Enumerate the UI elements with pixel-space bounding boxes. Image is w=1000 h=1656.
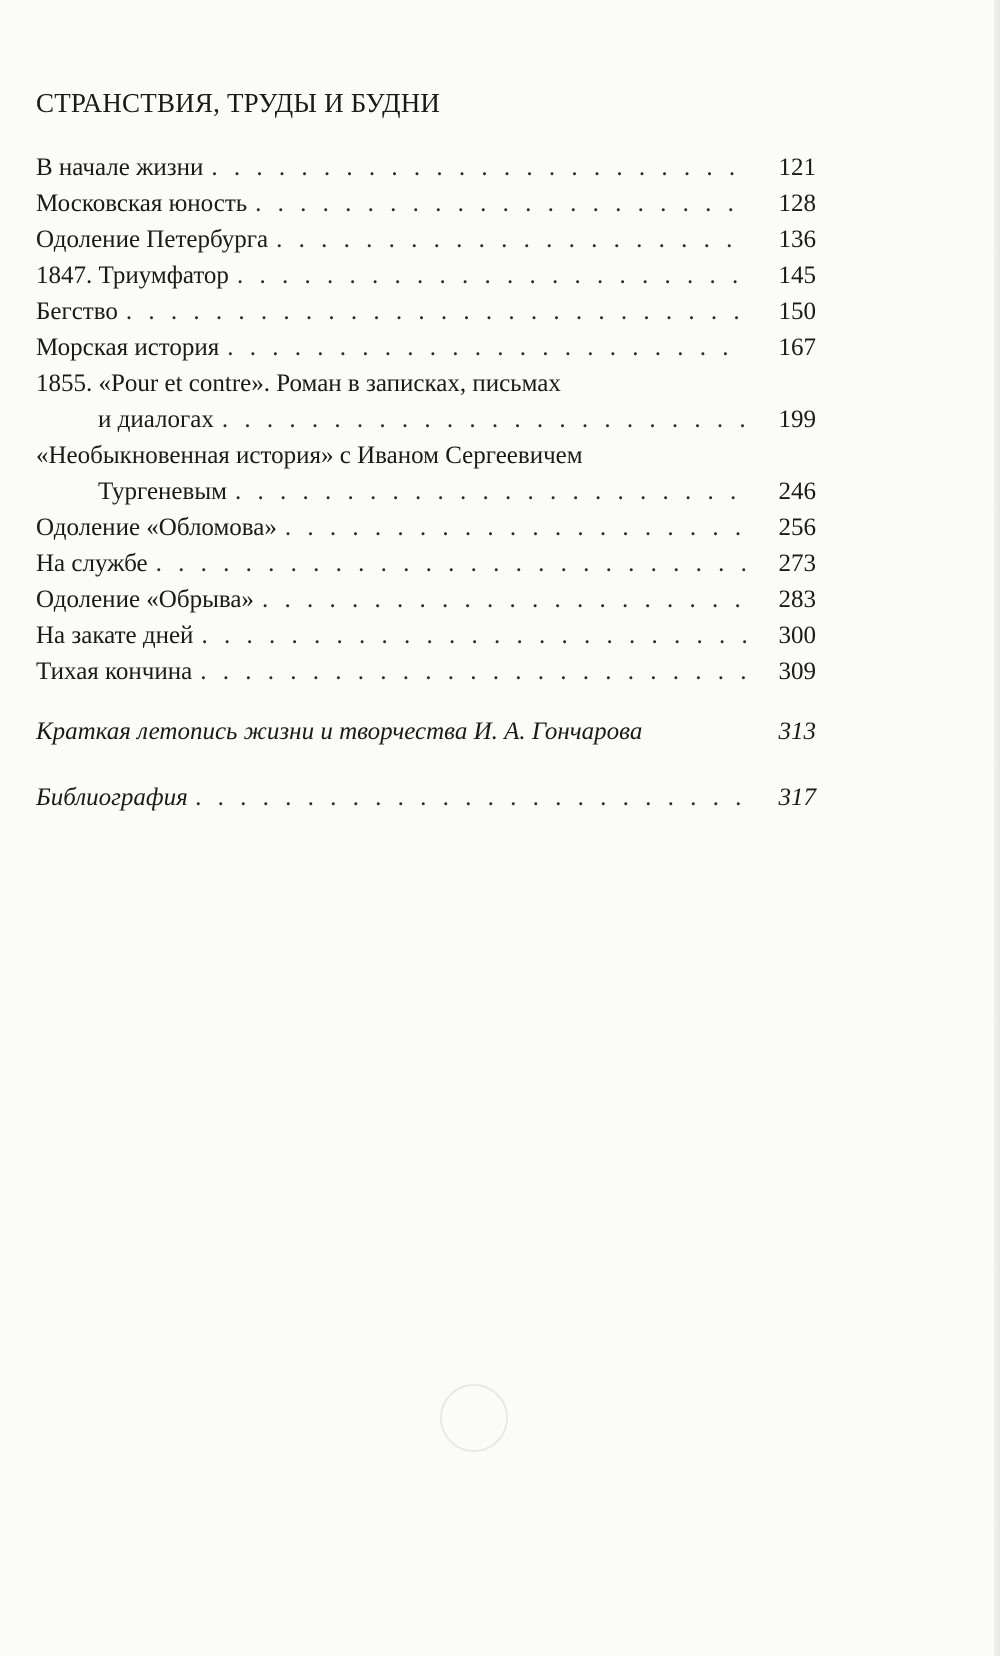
dot-leader	[285, 510, 746, 546]
toc-entry-page: 128	[778, 190, 816, 217]
toc-entry-title: Краткая летопись жизни и творчества И. А. Гончарова	[36, 718, 643, 745]
toc-appendix-entry[interactable]	[36, 714, 816, 750]
dot-leader	[222, 402, 746, 438]
toc-entry-title: Московская юность	[36, 190, 248, 217]
toc-entry-title: 1847. Триумфатор	[36, 262, 229, 289]
toc-entry-page: 300	[778, 622, 816, 649]
dot-leader	[276, 222, 746, 258]
toc-entry[interactable]	[36, 150, 816, 186]
toc-entry[interactable]	[36, 438, 816, 510]
toc-entry-title: Бегство	[36, 298, 118, 325]
toc-entry-page: 167	[778, 334, 816, 361]
toc-entry[interactable]	[36, 222, 816, 258]
toc-entry-title: Тихая кончина	[36, 658, 193, 685]
dot-leader	[262, 582, 746, 618]
spacer	[36, 750, 816, 780]
toc-entry-page: 121	[778, 154, 816, 181]
toc-entry-page: 256	[778, 514, 816, 541]
toc-entry[interactable]	[36, 366, 816, 438]
toc-entry-page: 317	[778, 784, 816, 811]
toc-entry-page: 145	[778, 262, 816, 289]
spacer	[36, 690, 816, 714]
toc-entry-page: 199	[778, 406, 816, 433]
toc-entry-title: Одоление «Обрыва»	[36, 586, 254, 613]
toc-entry-title-line1: 1855. «Pour et contre». Роман в записках, письмах	[36, 370, 561, 397]
toc-entry-title: На закате дней	[36, 622, 194, 649]
toc-entry-page: 283	[778, 586, 816, 613]
toc-entry-page: 309	[778, 658, 816, 685]
toc-entry-page: 246	[778, 478, 816, 505]
dot-leader	[255, 186, 746, 222]
dot-leader	[237, 258, 746, 294]
toc-entry-title: Морская история	[36, 334, 220, 361]
dot-leader	[196, 780, 746, 816]
toc-entry-title-line2: Тургеневым	[98, 478, 227, 505]
dot-leader	[200, 654, 746, 690]
toc-entry[interactable]	[36, 186, 816, 222]
bleed-through-circle	[440, 1384, 508, 1452]
toc-entry-page: 136	[778, 226, 816, 253]
toc-entry-page: 150	[778, 298, 816, 325]
toc-entry[interactable]	[36, 582, 816, 618]
dot-leader	[126, 294, 746, 330]
toc-entry[interactable]	[36, 294, 816, 330]
toc-entry-title: Библиография	[36, 784, 188, 811]
toc-entry-title: Одоление «Обломова»	[36, 514, 277, 541]
scan-edge	[994, 0, 1000, 1656]
dot-leader	[235, 474, 746, 510]
table-of-contents	[36, 150, 816, 816]
toc-entry[interactable]	[36, 618, 816, 654]
toc-entry-title: В начале жизни	[36, 154, 204, 181]
toc-entry[interactable]	[36, 330, 816, 366]
toc-entry-title-line1: «Необыкновенная история» с Иваном Сергеевичем	[36, 442, 583, 469]
toc-entry-title-line2: и диалогах	[98, 406, 214, 433]
section-title: СТРАНСТВИЯ, ТРУДЫ И БУДНИ	[36, 88, 441, 118]
toc-entry-title: Одоление Петербурга	[36, 226, 269, 253]
toc-entry-title: На службе	[36, 550, 148, 577]
dot-leader	[227, 330, 746, 366]
toc-entry[interactable]	[36, 258, 816, 294]
dot-leader	[211, 150, 746, 186]
toc-appendix-entry[interactable]	[36, 780, 816, 816]
toc-entry[interactable]	[36, 546, 816, 582]
toc-entry-page: 273	[778, 550, 816, 577]
toc-entry[interactable]	[36, 654, 816, 690]
dot-leader	[201, 618, 746, 654]
toc-entry[interactable]	[36, 510, 816, 546]
dot-leader	[156, 546, 746, 582]
toc-entry-page: 313	[778, 718, 816, 745]
